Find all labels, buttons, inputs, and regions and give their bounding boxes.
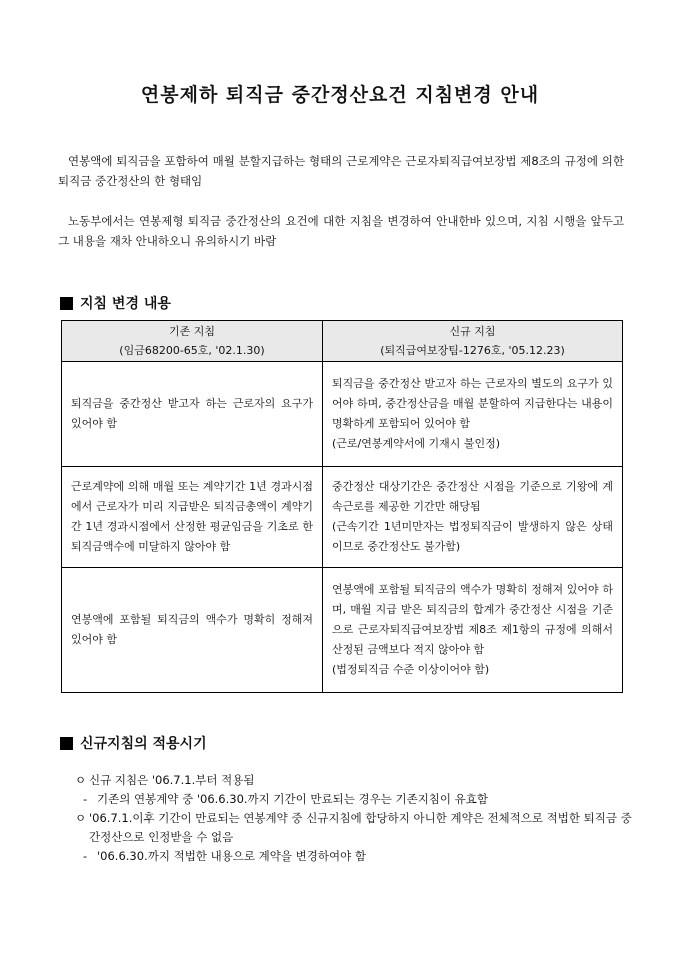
guideline-comparison-table xyxy=(61,320,623,693)
column-header-old xyxy=(62,321,323,362)
old-guideline-cell: 퇴직금을 중간정산 받고자 하는 근로자의 요구가 있어야 함 xyxy=(62,362,323,467)
square-bullet-icon xyxy=(60,297,73,310)
table-header-row xyxy=(62,321,623,362)
section-heading-changes xyxy=(60,293,171,313)
new-guideline-text: 중간정산 대상기간은 중간정산 시점을 기준으로 기왕에 계속근로를 제공한 기간만 해당됨 xyxy=(332,480,613,513)
section-heading-label: 신규지침의 적용시기 xyxy=(80,736,207,752)
dash-bullet-icon: - xyxy=(83,792,88,806)
list-item-text: '06.7.1.이후 기간이 만료되는 연봉계약 중 신규지침에 합당하지 아니한 계약은 전체적으로 적법한 퇴직금 중간정산으로 인정받을 수 없음 xyxy=(89,811,632,844)
intro-paragraph-2: 노동부에서는 연봉제형 퇴직금 중간정산의 요건에 대한 지침을 변경하여 안내한바 있으며, 지침 시행을 앞두고 그 내용을 재차 안내하오니 유의하시기 바람 xyxy=(58,214,624,248)
dash-bullet-icon: - xyxy=(83,849,88,863)
new-guideline-note: (법정퇴직금 수준 이상이어야 함) xyxy=(332,663,490,676)
schedule-list xyxy=(75,771,635,866)
list-item-text: '06.6.30.까지 적법한 내용으로 계약을 변경하여야 함 xyxy=(97,849,366,863)
list-item xyxy=(75,790,635,809)
new-guideline-text: 퇴직금을 중간정산 받고자 하는 근로자의 별도의 요구가 있어야 하며, 중간정산금을 매월 분할하여 지급한다는 내용이 명확하게 포함되어 있어야 함 xyxy=(332,377,613,430)
table-row xyxy=(62,362,623,467)
column-header-label: 기존 지침 xyxy=(168,325,215,338)
new-guideline-cell xyxy=(323,568,623,693)
square-bullet-icon xyxy=(60,737,73,750)
list-item-text: 기존의 연봉계약 중 '06.6.30.까지 기간이 만료되는 경우는 기존지침이 유효함 xyxy=(97,792,489,806)
old-guideline-cell: 연봉액에 포함될 퇴직금의 액수가 명확히 정해져 있어야 함 xyxy=(62,568,323,693)
old-guideline-cell: 근로계약에 의해 매월 또는 계약기간 1년 경과시점에서 근로자가 미리 지급받은 퇴직금총액이 계약기간 1년 경과시점에서 산정한 평균임금을 기초로 한 퇴직금액수에 미달하지 않아야 함 xyxy=(62,467,323,568)
page-title: 연봉제하 퇴직금 중간정산요건 지침변경 안내 xyxy=(140,84,540,106)
new-guideline-cell xyxy=(323,362,623,467)
intro-paragraph-1: 연봉액에 퇴직금을 포함하여 매월 분할지급하는 형태의 근로계약은 근로자퇴직급여보장법 제8조의 규정에 의한 퇴직금 중간정산의 한 형태임 xyxy=(58,154,624,188)
new-guideline-note: (근속기간 1년미만자는 법정퇴직금이 발생하지 않은 상태이므로 중간정산도 불가함) xyxy=(332,520,613,553)
section-heading-effective-date xyxy=(60,733,207,753)
list-item xyxy=(75,847,635,866)
circle-bullet-icon: ㅇ xyxy=(75,773,87,787)
new-guideline-cell xyxy=(323,467,623,568)
column-header-new xyxy=(323,321,623,362)
new-guideline-note: (근로/연봉계약서에 기재시 불인정) xyxy=(332,437,501,450)
column-header-sub: (임금68200-65호, '02.1.30) xyxy=(119,344,265,357)
list-item xyxy=(75,771,635,790)
table-row xyxy=(62,467,623,568)
circle-bullet-icon: ㅇ xyxy=(75,811,87,825)
list-item xyxy=(75,809,635,847)
section-heading-label: 지침 변경 내용 xyxy=(80,296,171,312)
column-header-sub: (퇴직급여보장팀-1276호, '05.12.23) xyxy=(380,344,565,357)
list-item-text: 신규 지침은 '06.7.1.부터 적용됨 xyxy=(89,773,255,787)
new-guideline-text: 연봉액에 포함될 퇴직금의 액수가 명확히 정해져 있어야 하며, 매월 지급 받은 퇴직금의 합계가 중간정산 시점을 기준으로 근로자퇴직급여보장법 제8조 제1항의 규정에 의해서 산정된 금액보다 적지 않아야 함 xyxy=(332,583,613,656)
table-row xyxy=(62,568,623,693)
column-header-label: 신규 지침 xyxy=(449,325,496,338)
